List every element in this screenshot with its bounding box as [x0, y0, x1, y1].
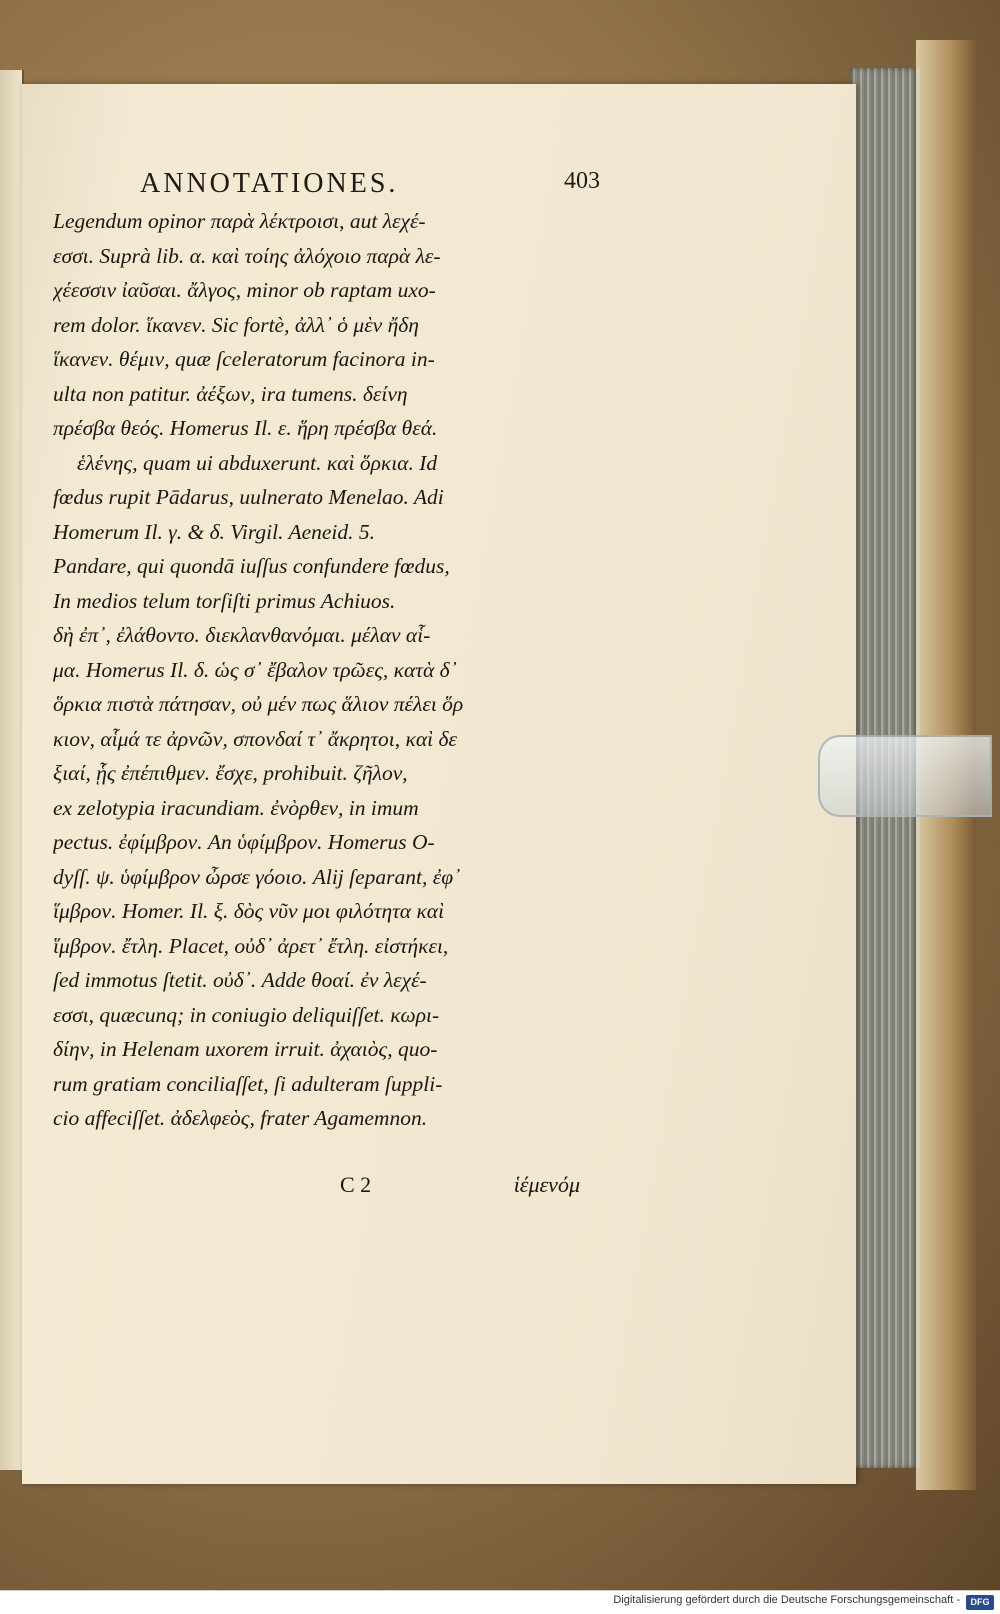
text-line: ex zelotypia iracundiam. ἐνὸρθεν, in imum [53, 795, 419, 820]
text-line: Legendum opinor παρὰ λέκτροισι, aut λεχέ- [53, 209, 426, 233]
text-line: rum gratiam conciliaſſet, ſi adulteram ſuppli- [53, 1071, 443, 1096]
dfg-logo: DFG [966, 1595, 994, 1610]
page-foot [260, 1172, 580, 1206]
text-line: ἑλένης, quam ui abduxerunt. καὶ ὅρκια. Id [77, 450, 438, 475]
text-line: ſed immotus ſtetit. οὐδ᾽. Adde θοαί. ἐν λεχέ- [53, 968, 427, 992]
text-line: ἵμβρον. ἔτλη. Placet, οὐδ᾽ ἀρετ᾽ ἔτλη. εἰστήκει, [53, 933, 449, 958]
text-line: rem dolor. ἵκανεν. Sic fortè, ἀλλ᾽ ὁ μὲν ἤδη [53, 312, 419, 337]
signature-mark: C 2 [340, 1172, 372, 1197]
text-line: In medios telum torſiſti primus Achiuos. [53, 588, 396, 613]
glass-clip [818, 735, 992, 817]
facing-page-edge [0, 70, 24, 1470]
text-line: ξιαί, ᾗς ἐπέπιθμεν. ἔσχε, prohibuit. ζῆλον, [53, 761, 408, 785]
text-line: δίην, in Helenam uxorem irruit. ἀχαιὸς, quo- [53, 1037, 438, 1061]
text-line: dyſſ. ψ. ὑφίμβρον ὦρσε γόοιο. Alij ſeparant, ἐφ᾽ [53, 864, 461, 889]
footer-credit: Digitalisierung gefördert durch die Deutsche Forschungsgemeinschaft - [613, 1594, 960, 1606]
catchword: ἱέμενόμ [513, 1172, 580, 1197]
running-head: ANNOTATIONES. [140, 168, 399, 199]
text-line: χέεσσιν ἰαῦσαι. ἄλγος, minor ob raptam uxo- [53, 278, 436, 302]
text-line: εσσι. Suprà lib. α. καὶ τοίης ἀλόχοιο παρὰ λε- [53, 243, 441, 268]
show-through-text [58, 1186, 148, 1209]
text-line: μα. Homerus Il. δ. ὡς σ᾽ ἔβαλον τρῶες, κατὰ δ᾽ [53, 657, 457, 682]
page-number: 403 [564, 168, 600, 194]
text-line: Pandare, qui quondā iuſſus confundere fœdus, [53, 554, 450, 578]
text-line: ulta non patitur. ἀέξων, ira tumens. δείνη [53, 381, 408, 406]
text-line: δὴ ἐπ᾽, ἐλάθοντο. διεκλανθανόμαι. μέλαν αἷ- [53, 623, 431, 647]
text-line: πρέσβα θεός. Homerus Il. ε. ἥρη πρέσβα θεά. [53, 416, 438, 440]
text-line: fœdus rupit Pādarus, uulnerato Menelao. Adi [53, 485, 444, 509]
text-line: pectus. ἐφίμβρον. An ὑφίμβρον. Homerus O- [53, 830, 435, 854]
text-line: ἵκανεν. θέμιν, quæ ſceleratorum facinora in- [53, 347, 435, 371]
digitization-footer [0, 1590, 1000, 1614]
text-line: cio affeciſſet. ἀδελφεὸς, frater Agamemnon. [53, 1106, 428, 1130]
text-line: κιον, αἷμά τε ἀρνῶν, σπονδαί τ᾽ ἄκρητοι, καὶ δε [53, 726, 457, 751]
text-line: Homerum Il. γ. & δ. Virgil. Aeneid. 5. [53, 519, 376, 544]
text-line: ὅρκια πιστὰ πάτησαν, οὐ μέν πως ἅλιον πέλει ὅρ [53, 692, 464, 716]
annotation-text [53, 204, 583, 1136]
text-line: εσσι, quæcunq; in coniugio deliquiſſet. κωρι- [53, 1002, 440, 1027]
text-line: ἵμβρον. Homer. Il. ξ. δὸς νῦν μοι φιλότητα καὶ [53, 899, 445, 923]
